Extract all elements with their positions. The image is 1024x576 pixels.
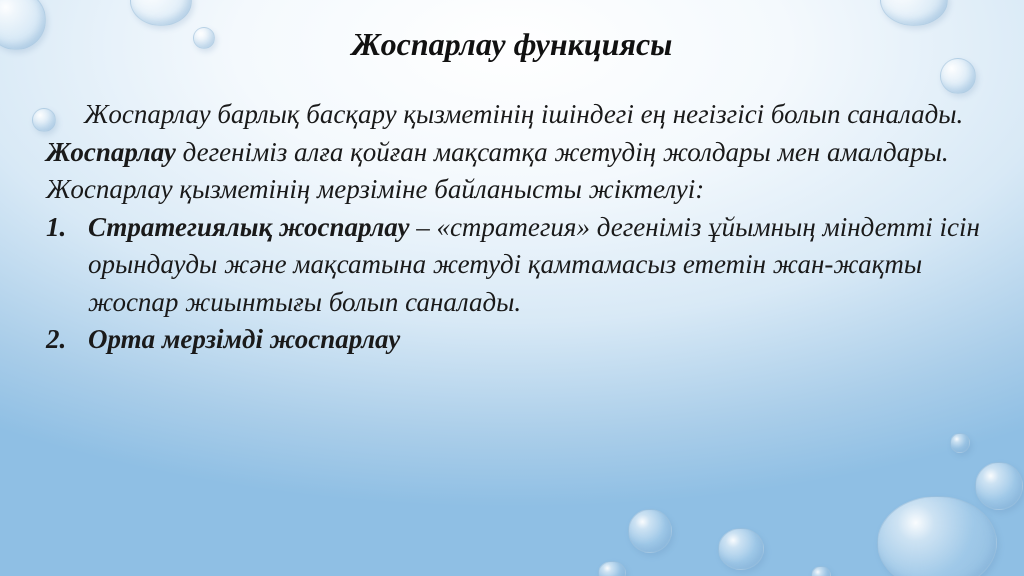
intro-bold-term: Жоспарлау: [46, 136, 176, 167]
list-item: [46, 209, 996, 322]
numbered-list: [46, 209, 996, 359]
water-drop-decoration: [975, 462, 1023, 510]
water-drop-decoration: [130, 0, 192, 26]
intro-text-1: Жоспарлау барлық басқару қызметінің ішіндегі ең негізгісі болып саналады.: [84, 99, 964, 129]
water-drop-decoration: [718, 528, 764, 570]
list-item-number: 1.: [46, 211, 67, 242]
water-drop-decoration: [880, 0, 948, 26]
slide-title: Жоспарлау функциясы: [351, 26, 673, 62]
slide-body: [46, 96, 996, 359]
water-drop-decoration: [628, 509, 672, 553]
intro-text-2: дегеніміз алға қойған мақсатқа жетудің жолдары мен амалдары. Жоспарлау қызметінің мерзіміне байланысты жіктелуі:: [46, 136, 949, 204]
water-drop-decoration: [877, 496, 997, 576]
list-item-term: Орта мерзімді жоспарлау: [88, 324, 401, 354]
water-drop-decoration: [598, 561, 626, 576]
water-drop-decoration: [940, 58, 976, 94]
water-drop-decoration: [811, 566, 831, 576]
water-drop-decoration: [950, 433, 970, 453]
list-item-term: Стратегиялық жоспарлау: [88, 211, 410, 242]
intro-paragraph: [46, 96, 996, 209]
list-item-definition: – «стратегия» дегеніміз ұйымның міндетті ісін орындауды және мақсатына жетуді қамтамасыз ететін жан-жақты жоспар жиынтығы болып саналады.: [88, 211, 980, 317]
list-item-number: 2.: [46, 324, 67, 354]
list-item: [46, 321, 996, 359]
